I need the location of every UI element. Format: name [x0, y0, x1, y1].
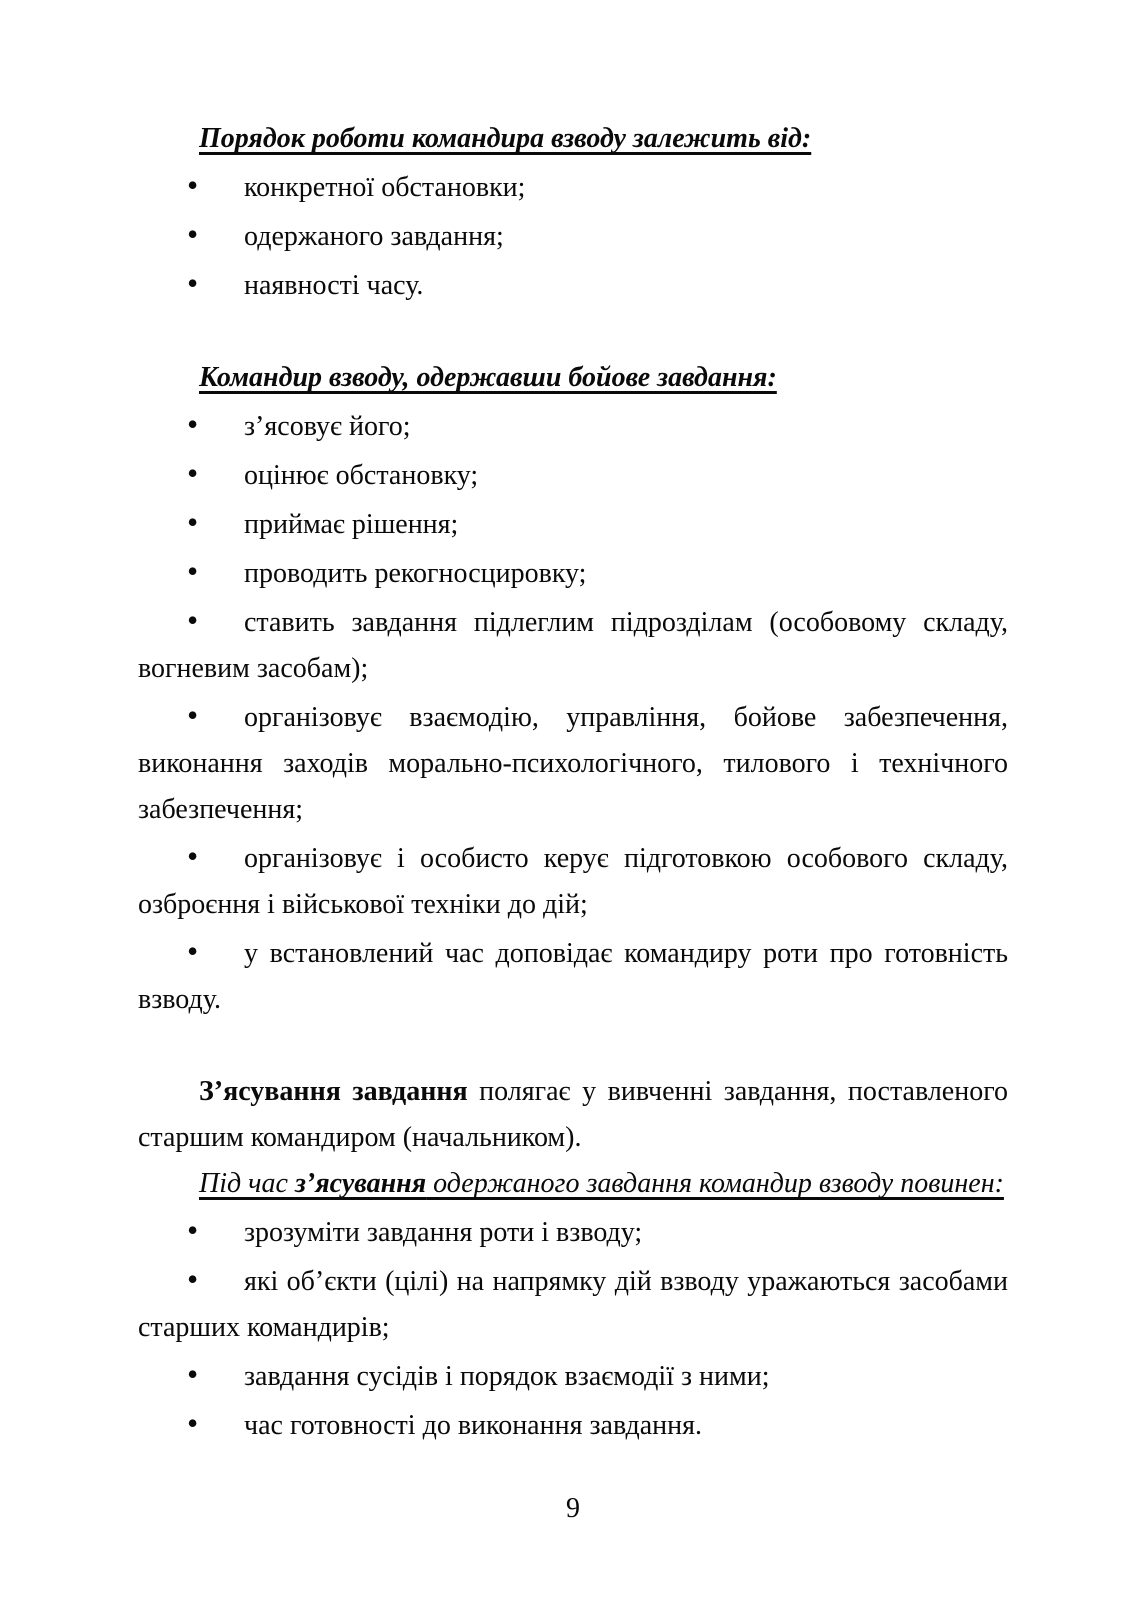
list-item-text: у встановлений час доповідає командиру роти про готовність взводу. [138, 938, 1008, 1015]
page-content [138, 116, 1008, 1449]
bullet-icon: • [187, 1261, 199, 1297]
bullet-icon: • [187, 933, 199, 969]
list-item-text: з’ясовує його; [244, 411, 411, 442]
bullet-icon: • [187, 1405, 199, 1441]
list-item-text: організовує взаємодію, управління, бойове забезпечення, виконання заходів морально-психологічного, тилового і технічного забезпечення; [138, 702, 1008, 825]
section1-heading-text: Порядок роботи командира взводу залежить від: [199, 123, 812, 154]
bullet-icon: • [187, 602, 199, 638]
list-item-text: приймає рішення; [244, 509, 459, 540]
bullet-icon: • [187, 504, 199, 540]
section2-heading [138, 355, 1008, 401]
clarification-paragraph [138, 1069, 1008, 1161]
list-item [138, 450, 1008, 499]
list-item [138, 548, 1008, 597]
list-item [138, 692, 1008, 833]
list-item [138, 1351, 1008, 1400]
list-item [138, 1207, 1008, 1256]
list-item-text: організовує і особисто керує підготовкою особового складу, озброєння і військової техніки до дій; [138, 843, 1008, 920]
list-item [138, 499, 1008, 548]
list-item [138, 211, 1008, 260]
section1-heading [138, 116, 1008, 162]
bullet-icon: • [187, 1356, 199, 1392]
list-item-text: оцінює обстановку; [244, 460, 479, 491]
paragraph-text: полягає у вивченні завдання, поставленого старшим командиром (начальником). [138, 1076, 1008, 1153]
list-item-text: завдання сусідів і порядок взаємодії з ними; [244, 1361, 770, 1392]
list-item-text: зрозуміти завдання роти і взводу; [244, 1217, 643, 1248]
section2-heading-text: Командир взводу, одержавши бойове завдання: [199, 362, 777, 393]
list-item-text: час готовності до виконання завдання. [244, 1410, 702, 1441]
list-item-text: одержаного завдання; [244, 221, 504, 252]
list-item [138, 260, 1008, 309]
list-item-text: наявності часу. [244, 270, 424, 301]
list-item-text: ставить завдання підлеглим підрозділам (особовому складу, вогневим засобам); [138, 607, 1008, 684]
bullet-icon: • [187, 455, 199, 491]
bullet-icon: • [187, 1212, 199, 1248]
list-item [138, 1256, 1008, 1351]
list-item [138, 928, 1008, 1023]
list-item [138, 401, 1008, 450]
heading-italic-lead: Під час [199, 1168, 295, 1199]
list-item [138, 833, 1008, 928]
bullet-icon: • [187, 265, 199, 301]
section3-heading-text [199, 1168, 1004, 1199]
list-item-text: які об’єкти (цілі) на напрямку дій взводу уражаються засобами старших командирів; [138, 1266, 1008, 1343]
list-item-text: конкретної обстановки; [244, 172, 526, 203]
heading-bold-italic-part: з’ясування [294, 1168, 427, 1199]
list-item [138, 597, 1008, 692]
page-number: 9 [566, 1493, 580, 1524]
bullet-icon: • [187, 697, 199, 733]
bullet-icon: • [187, 406, 199, 442]
bullet-icon: • [187, 216, 199, 252]
list-item [138, 1400, 1008, 1449]
bullet-icon: • [187, 553, 199, 589]
bullet-icon: • [187, 167, 199, 203]
list-item-text: проводить рекогносцировку; [244, 558, 587, 589]
list-item [138, 162, 1008, 211]
heading-italic-rest: одержаного завдання командир взводу повинен: [426, 1168, 1004, 1199]
section3-heading [138, 1161, 1008, 1207]
bullet-icon: • [187, 838, 199, 874]
paragraph-bold-lead: З’ясування завдання [199, 1076, 468, 1107]
